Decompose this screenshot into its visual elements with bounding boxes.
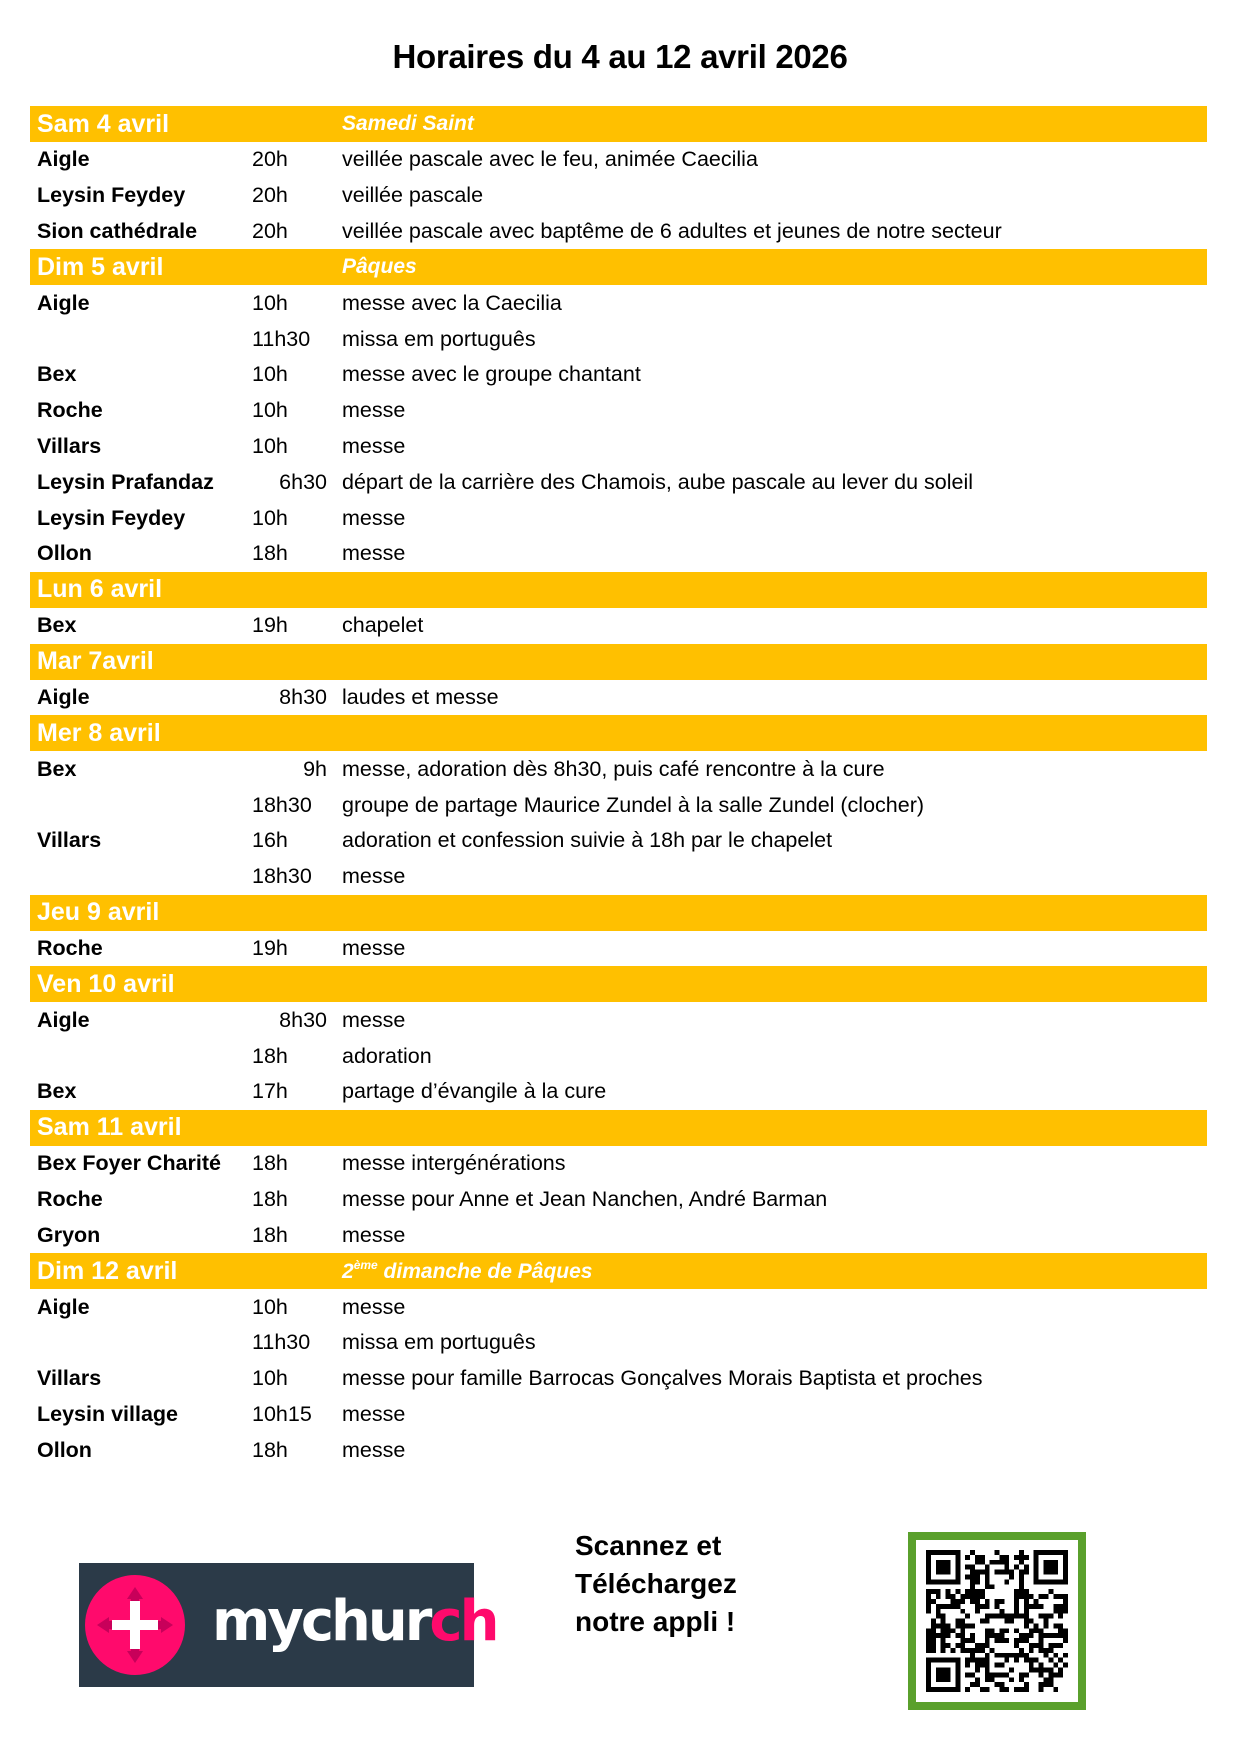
event-description: messe bbox=[342, 1222, 406, 1247]
event-place: Leysin Prafandaz bbox=[37, 469, 214, 494]
event-time: 10h bbox=[252, 505, 288, 530]
event-description: messe avec la Caecilia bbox=[342, 290, 562, 315]
event-row bbox=[30, 1289, 1207, 1325]
day-header bbox=[30, 1253, 1207, 1289]
event-row bbox=[30, 1182, 1207, 1218]
event-time: 18h30 bbox=[252, 792, 312, 817]
event-row bbox=[30, 1002, 1207, 1038]
event-place: Ollon bbox=[37, 541, 92, 566]
event-place: Aigle bbox=[37, 684, 90, 709]
event-row bbox=[30, 1361, 1207, 1397]
event-place: Ollon bbox=[37, 1437, 92, 1462]
event-row bbox=[30, 1038, 1207, 1074]
day-label: Dim 12 avril bbox=[37, 1256, 178, 1285]
event-description: laudes et messe bbox=[342, 684, 499, 709]
event-row bbox=[30, 178, 1207, 214]
day-label: Mar 7avril bbox=[37, 647, 154, 676]
feast-label bbox=[342, 1258, 592, 1284]
event-place: Aigle bbox=[37, 1007, 90, 1032]
event-place: Gryon bbox=[37, 1222, 101, 1247]
event-description: messe bbox=[342, 864, 406, 889]
event-row bbox=[30, 1074, 1207, 1110]
event-time: 8h30 bbox=[279, 1007, 327, 1032]
event-place: Roche bbox=[37, 935, 103, 960]
event-time: 18h bbox=[252, 1043, 288, 1068]
feast-superscript: ème bbox=[353, 1258, 378, 1273]
event-time: 20h bbox=[252, 183, 288, 208]
event-row bbox=[30, 536, 1207, 572]
day-label: Ven 10 avril bbox=[37, 969, 175, 998]
day-label: Mer 8 avril bbox=[37, 718, 161, 747]
scan-line: notre appli ! bbox=[575, 1606, 736, 1637]
event-row bbox=[30, 859, 1207, 895]
event-description: partage d’évangile à la cure bbox=[342, 1079, 607, 1104]
event-description: adoration bbox=[342, 1043, 432, 1068]
feast-ordinal: 2 bbox=[342, 1260, 354, 1284]
logo-text-main: mychur bbox=[212, 1589, 430, 1654]
scan-line: Scannez et bbox=[575, 1530, 722, 1561]
event-description: veillée pascale bbox=[342, 183, 484, 208]
day-header bbox=[30, 572, 1207, 608]
event-time: 9h bbox=[303, 756, 327, 781]
event-row bbox=[30, 1432, 1207, 1468]
event-description: messe pour famille Barrocas Gonçalves Morais Baptista et proches bbox=[342, 1366, 983, 1391]
day-label: Dim 5 avril bbox=[37, 252, 164, 281]
event-row bbox=[30, 931, 1207, 967]
event-place: Leysin village bbox=[37, 1401, 179, 1426]
event-row bbox=[30, 1146, 1207, 1182]
event-description: groupe de partage Maurice Zundel à la salle Zundel (clocher) bbox=[342, 792, 925, 817]
event-time: 20h bbox=[252, 218, 288, 243]
event-row bbox=[30, 142, 1207, 178]
event-description: messe bbox=[342, 541, 406, 566]
event-description: missa em português bbox=[342, 326, 536, 351]
event-time: 10h bbox=[252, 290, 288, 315]
event-row bbox=[30, 357, 1207, 393]
event-description: missa em português bbox=[342, 1330, 536, 1355]
event-row bbox=[30, 1397, 1207, 1433]
event-place: Aigle bbox=[37, 147, 90, 172]
page-title: Horaires du 4 au 12 avril 2026 bbox=[392, 38, 848, 75]
event-description: messe bbox=[342, 935, 406, 960]
feast-label: Samedi Saint bbox=[342, 112, 474, 135]
event-description: messe bbox=[342, 1294, 406, 1319]
event-row bbox=[30, 787, 1207, 823]
logo-text-accent: ch bbox=[429, 1589, 497, 1654]
cross-arrows-icon bbox=[85, 1575, 185, 1675]
event-description: messe bbox=[342, 1401, 406, 1426]
day-label: Jeu 9 avril bbox=[37, 898, 160, 927]
event-description: messe bbox=[342, 433, 406, 458]
event-time: 8h30 bbox=[279, 684, 327, 709]
event-row bbox=[30, 464, 1207, 500]
event-place: Villars bbox=[37, 1366, 102, 1391]
event-time: 18h bbox=[252, 1186, 288, 1211]
event-row bbox=[30, 823, 1207, 859]
event-place: Bex bbox=[37, 1079, 77, 1104]
event-place: Roche bbox=[37, 1186, 103, 1211]
schedule-table bbox=[30, 106, 1207, 1468]
qr-code-icon[interactable] bbox=[908, 1532, 1086, 1710]
scan-line: Téléchargez bbox=[575, 1568, 737, 1599]
event-place: Aigle bbox=[37, 1294, 90, 1319]
event-time: 18h30 bbox=[252, 864, 312, 889]
event-time: 10h bbox=[252, 1294, 288, 1319]
event-row bbox=[30, 214, 1207, 250]
event-row bbox=[30, 429, 1207, 465]
feast-text: dimanche de Pâques bbox=[377, 1260, 593, 1284]
day-label: Lun 6 avril bbox=[37, 575, 163, 604]
event-place: Leysin Feydey bbox=[37, 183, 186, 208]
feast-label: Pâques bbox=[342, 255, 417, 279]
event-row bbox=[30, 285, 1207, 321]
event-description: veillée pascale avec baptême de 6 adultes et jeunes de notre secteur bbox=[342, 218, 1002, 243]
event-time: 19h bbox=[252, 935, 288, 960]
event-row bbox=[30, 500, 1207, 536]
day-header bbox=[30, 249, 1207, 285]
event-time: 20h bbox=[252, 147, 288, 172]
day-label: Sam 11 avril bbox=[37, 1113, 182, 1142]
event-time: 17h bbox=[252, 1079, 288, 1104]
event-description: messe avec le groupe chantant bbox=[342, 362, 641, 387]
event-description: messe intergénérations bbox=[342, 1151, 566, 1176]
event-place: Roche bbox=[37, 398, 103, 423]
event-description: chapelet bbox=[342, 613, 424, 638]
event-place: Villars bbox=[37, 828, 102, 853]
event-place: Bex Foyer Charité bbox=[37, 1151, 222, 1176]
scan-call-to-action bbox=[575, 1527, 737, 1641]
event-place: Bex bbox=[37, 613, 77, 638]
event-description: veillée pascale avec le feu, animée Caecilia bbox=[342, 147, 758, 172]
event-time: 10h bbox=[252, 362, 288, 387]
event-row bbox=[30, 1325, 1207, 1361]
event-time: 11h30 bbox=[252, 1330, 311, 1355]
event-time: 6h30 bbox=[279, 469, 327, 494]
event-time: 18h bbox=[252, 1222, 288, 1247]
event-description: messe bbox=[342, 505, 406, 530]
event-time: 11h30 bbox=[252, 326, 311, 351]
event-row bbox=[30, 608, 1207, 644]
day-label: Sam 4 avril bbox=[37, 109, 170, 138]
day-header bbox=[30, 1110, 1207, 1146]
event-description: messe pour Anne et Jean Nanchen, André Barman bbox=[342, 1186, 828, 1211]
event-description: messe, adoration dès 8h30, puis café rencontre à la cure bbox=[342, 756, 885, 781]
day-header bbox=[30, 106, 1207, 142]
event-place: Leysin Feydey bbox=[37, 505, 186, 530]
event-time: 10h bbox=[252, 398, 288, 423]
event-time: 16h bbox=[252, 828, 288, 853]
event-time: 19h bbox=[252, 613, 288, 638]
event-time: 18h bbox=[252, 541, 288, 566]
day-header bbox=[30, 895, 1207, 931]
logo-wordmark bbox=[212, 1589, 496, 1654]
day-header bbox=[30, 644, 1207, 680]
event-place: Villars bbox=[37, 433, 102, 458]
event-description: messe bbox=[342, 1007, 406, 1032]
event-row bbox=[30, 321, 1207, 357]
event-description: messe bbox=[342, 398, 406, 423]
event-row bbox=[30, 393, 1207, 429]
event-time: 10h15 bbox=[252, 1401, 312, 1426]
event-description: adoration et confession suivie à 18h par le chapelet bbox=[342, 828, 833, 853]
event-time: 18h bbox=[252, 1437, 288, 1462]
event-time: 10h bbox=[252, 1366, 288, 1391]
event-time: 10h bbox=[252, 433, 288, 458]
event-description: messe bbox=[342, 1437, 406, 1462]
event-row bbox=[30, 751, 1207, 787]
day-header bbox=[30, 966, 1207, 1002]
event-place: Bex bbox=[37, 756, 77, 781]
event-row bbox=[30, 1217, 1207, 1253]
event-description: départ de la carrière des Chamois, aube pascale au lever du soleil bbox=[342, 469, 974, 494]
event-place: Sion cathédrale bbox=[37, 218, 198, 243]
event-place: Aigle bbox=[37, 290, 90, 315]
event-time: 18h bbox=[252, 1151, 288, 1176]
day-header bbox=[30, 715, 1207, 751]
event-row bbox=[30, 680, 1207, 716]
mychurch-logo bbox=[79, 1563, 497, 1687]
event-place: Bex bbox=[37, 362, 77, 387]
